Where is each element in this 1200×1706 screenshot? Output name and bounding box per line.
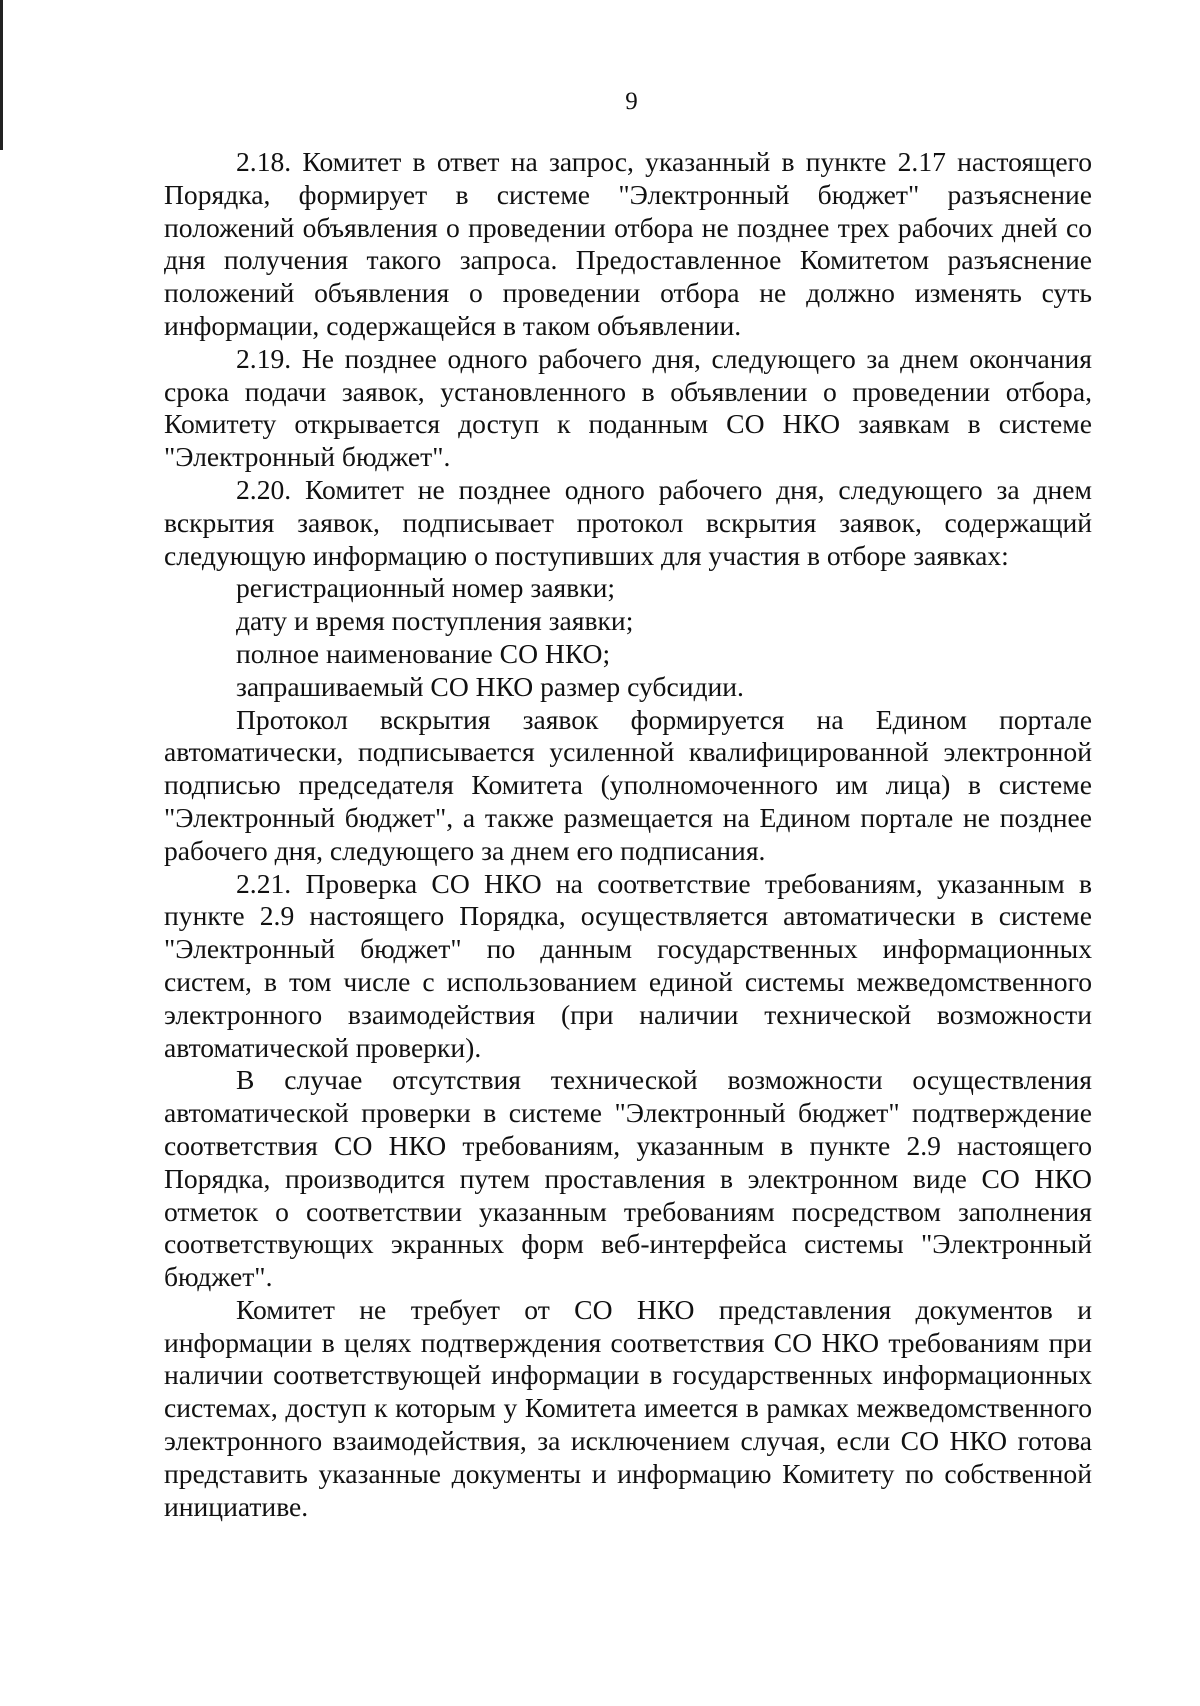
paragraph-documents: Комитет не требует от СО НКО представления документов и информации в целях подтверждения соответствия СО НКО требованиям при наличии соответствующей информации в государственных информационных системах, доступ к которым у Комитета имеется в рамках межведомственного электронного взаимодействия, за исключением случая, если СО НКО готова представить указанные документы и информацию Комитету по собственной инициативе. [164, 1293, 1092, 1522]
paragraph-manual-check: В случае отсутствия технической возможности осуществления автоматической проверки в системе "Электронный бюджет" подтверждение соответствия СО НКО требованиям, указанным в пункте 2.9 настоящего Порядка, производится путем проставления в электронном виде СО НКО отметок о соответствии указанным требованиям посредством заполнения соответствующих экранных форм веб-интерфейса системы "Электронный бюджет". [164, 1064, 1092, 1293]
paragraph-2-20: 2.20. Комитет не позднее одного рабочего дня, следующего за днем вскрытия заявок, подписывает протокол вскрытия заявок, содержащий следующую информацию о поступивших для участия в отборе заявках: [164, 473, 1092, 571]
paragraph-protocol: Протокол вскрытия заявок формируется на Едином портале автоматически, подписывается усиленной квалифицированной электронной подписью председателя Комитета (уполномоченного им лица) в системе "Электронный бюджет", а также размещается на Едином портале не позднее рабочего дня, следующего за днем его подписания. [164, 703, 1092, 866]
list-item-full-name: полное наименование СО НКО; [236, 637, 611, 669]
list-item-date-time: дату и время поступления заявки; [236, 605, 634, 637]
list-item-subsidy-amount: запрашиваемый СО НКО размер субсидии. [236, 670, 744, 702]
scan-edge-line [0, 0, 3, 150]
paragraph-2-19: 2.19. Не позднее одного рабочего дня, следующего за днем окончания срока подачи заявок, установленного в объявлении о проведении отбора, Комитету открывается доступ к поданным СО НКО заявкам в системе "Электронный бюджет". [164, 342, 1092, 473]
document-body [164, 146, 1092, 1523]
paragraph-2-21: 2.21. Проверка СО НКО на соответствие требованиям, указанным в пункте 2.9 настоящего Порядка, осуществляется автоматически в системе "Электронный бюджет" по данным государственных информационных систем, в том числе с использованием единой системы межведомственного электронного взаимодействия (при наличии технической возможности автоматической проверки). [164, 867, 1092, 1063]
page-number: 9 [625, 88, 638, 115]
list-item-registration-number: регистрационный номер заявки; [236, 572, 616, 604]
paragraph-2-18: 2.18. Комитет в ответ на запрос, указанный в пункте 2.17 настоящего Порядка, формирует в системе "Электронный бюджет" разъяснение положений объявления о проведении отбора не позднее трех рабочих дней со дня получения такого запроса. Предоставленное Комитетом разъяснение положений объявления о проведении отбора не должно изменять суть информации, содержащейся в таком объявлении. [164, 146, 1092, 341]
